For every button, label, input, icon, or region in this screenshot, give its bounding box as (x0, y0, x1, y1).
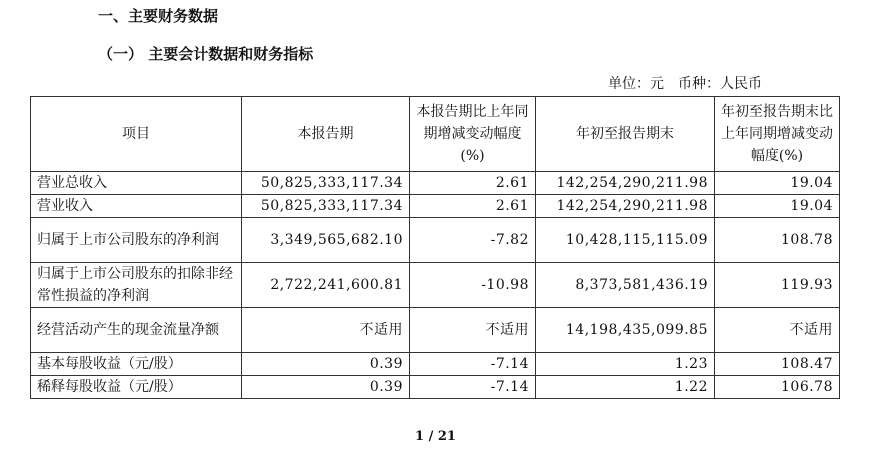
table-row (31, 353, 840, 376)
section-heading: 一、主要财务数据 (98, 7, 219, 25)
table-row (31, 263, 840, 308)
row-current: 不适用 (242, 308, 410, 353)
row-ytd-change: 108.78 (715, 218, 840, 263)
row-item: 归属于上市公司股东的净利润 (31, 218, 242, 263)
row-ytd: 14,198,435,099.85 (536, 308, 715, 353)
financial-data-table (30, 96, 840, 399)
row-ytd-change: 19.04 (715, 172, 840, 195)
row-ytd-change: 108.47 (715, 353, 840, 376)
subsection-heading: （一） 主要会计数据和财务指标 (98, 45, 314, 63)
table-row (31, 195, 840, 218)
row-current-change: 不适用 (410, 308, 536, 353)
row-ytd: 1.23 (536, 353, 715, 376)
row-current: 0.39 (242, 376, 410, 399)
header-item: 项目 (31, 97, 242, 172)
row-current-change: 2.61 (410, 195, 536, 218)
row-current-change: -10.98 (410, 263, 536, 308)
table-row (31, 172, 840, 195)
row-ytd: 10,428,115,115.09 (536, 218, 715, 263)
row-ytd-change: 19.04 (715, 195, 840, 218)
row-current-change: -7.14 (410, 353, 536, 376)
table-row (31, 218, 840, 263)
header-current-change: 本报告期比上年同期增减变动幅度(%) (410, 97, 536, 172)
row-ytd-change: 119.93 (715, 263, 840, 308)
row-item: 营业收入 (31, 195, 242, 218)
header-ytd: 年初至报告期末 (536, 97, 715, 172)
header-ytd-change: 年初至报告期末比上年同期增减变动幅度(%) (715, 97, 840, 172)
row-current: 3,349,565,682.10 (242, 218, 410, 263)
row-ytd-change: 不适用 (715, 308, 840, 353)
row-current: 0.39 (242, 353, 410, 376)
table-header-row (31, 97, 840, 172)
row-current-change: -7.14 (410, 376, 536, 399)
row-item: 营业总收入 (31, 172, 242, 195)
row-ytd: 1.22 (536, 376, 715, 399)
row-current: 50,825,333,117.34 (242, 172, 410, 195)
row-item: 基本每股收益（元/股） (31, 353, 242, 376)
row-item: 归属于上市公司股东的扣除非经常性损益的净利润 (31, 263, 242, 308)
row-ytd: 142,254,290,211.98 (536, 195, 715, 218)
row-item: 经营活动产生的现金流量净额 (31, 308, 242, 353)
row-current-change: -7.82 (410, 218, 536, 263)
row-ytd-change: 106.78 (715, 376, 840, 399)
row-item: 稀释每股收益（元/股） (31, 376, 242, 399)
row-ytd: 8,373,581,436.19 (536, 263, 715, 308)
row-current: 50,825,333,117.34 (242, 195, 410, 218)
row-current: 2,722,241,600.81 (242, 263, 410, 308)
page-number: 1 / 21 (415, 429, 456, 444)
unit-currency-line: 单位：元 币种：人民币 (608, 76, 762, 92)
table-row (31, 308, 840, 353)
row-ytd: 142,254,290,211.98 (536, 172, 715, 195)
table-row (31, 376, 840, 399)
header-current-period: 本报告期 (242, 97, 410, 172)
row-current-change: 2.61 (410, 172, 536, 195)
